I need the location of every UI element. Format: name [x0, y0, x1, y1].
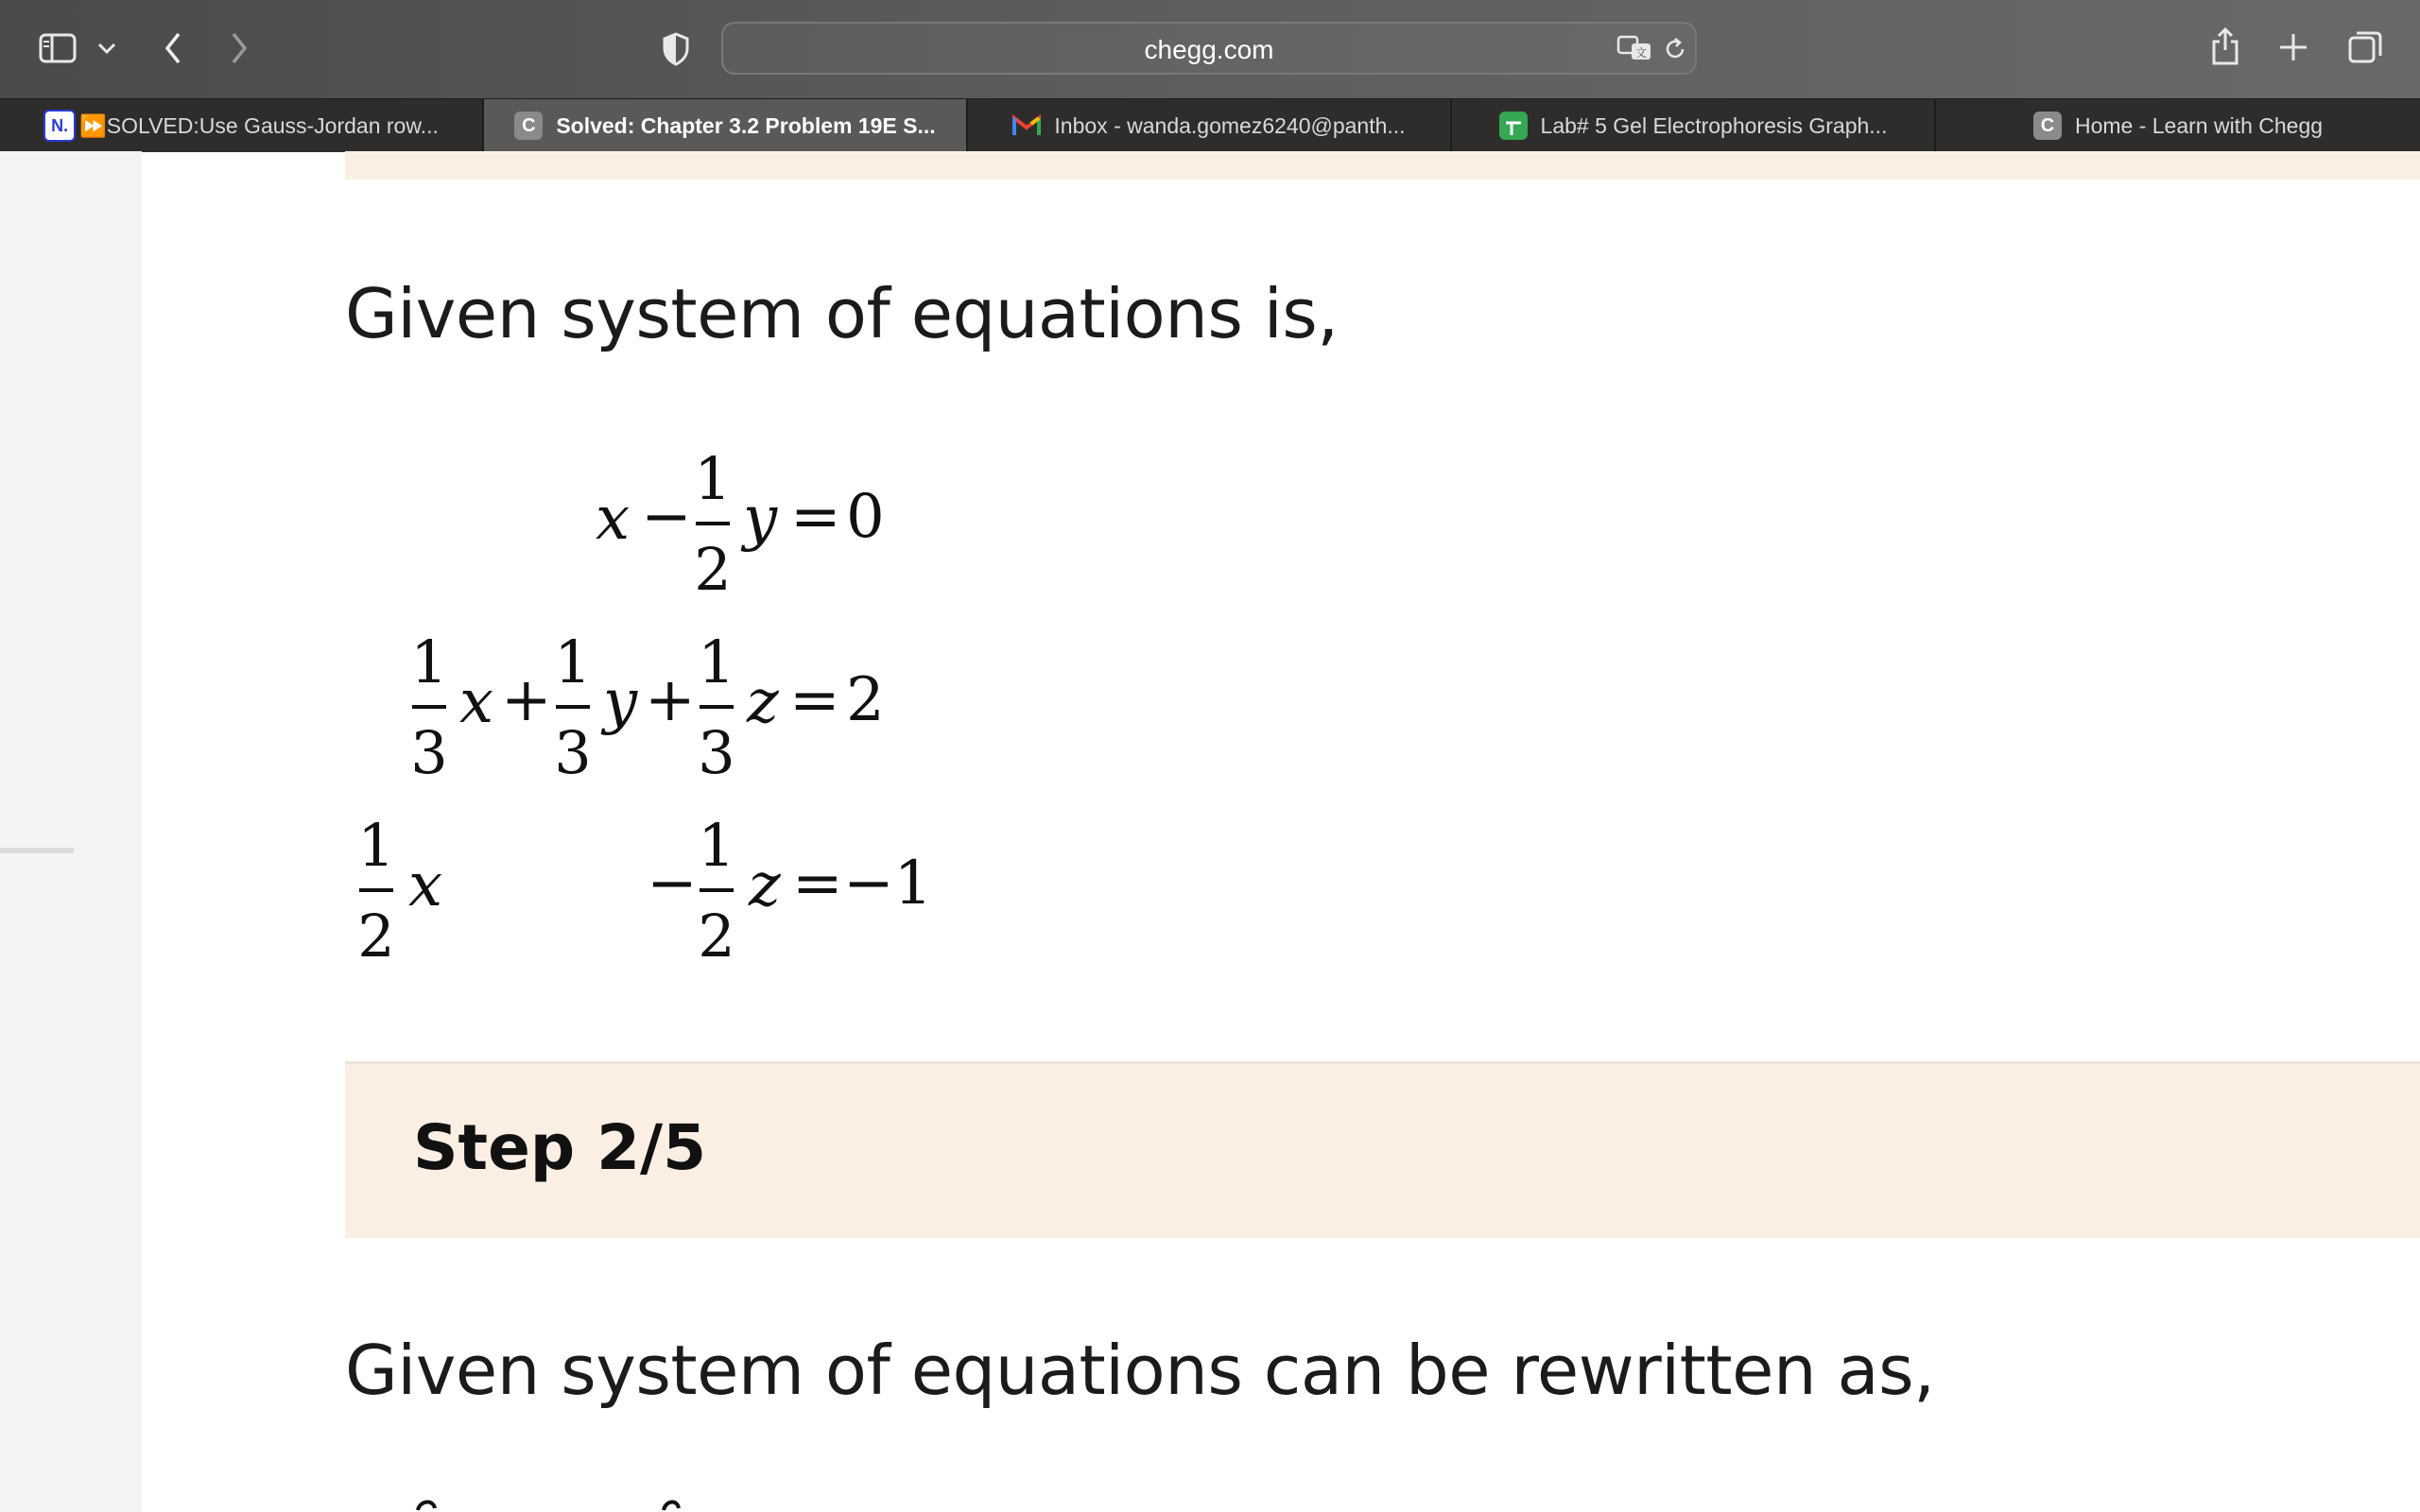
eq2-den-2: 3 — [554, 718, 592, 787]
eq1-equals: = — [790, 482, 841, 552]
browser-toolbar — [0, 0, 2420, 98]
eq3-minus: − — [647, 849, 698, 919]
fraction-bar — [700, 705, 734, 709]
eq3-den-2: 2 — [698, 902, 735, 971]
forward-icon[interactable] — [223, 28, 255, 68]
reload-icon[interactable] — [1661, 35, 1689, 63]
equation-1 — [596, 444, 898, 605]
address-bar[interactable] — [721, 22, 1697, 75]
tab-label: ⏩SOLVED:Use Gauss-Jordan row... — [79, 112, 439, 138]
eq3-rhs: −1 — [843, 849, 933, 919]
eq3-z: z — [749, 850, 781, 920]
fraction-bar — [556, 705, 590, 709]
eq2-y: y — [603, 667, 638, 737]
left-sidebar-gutter — [0, 151, 142, 1512]
numerade-icon: N. — [43, 110, 76, 142]
eq2-x: x — [459, 667, 494, 737]
eq2-num-1: 1 — [410, 627, 448, 696]
gutter-divider — [0, 848, 74, 853]
tab-numerade[interactable] — [0, 99, 484, 152]
eq2-plus-2: + — [645, 665, 696, 735]
cutoff-equation-fragment — [406, 1495, 690, 1512]
tab-overview-icon[interactable] — [2346, 28, 2384, 66]
step-title: Step 2/5 — [413, 1111, 707, 1184]
chegg-c-icon: C — [514, 112, 543, 140]
eq3-equals: = — [792, 849, 843, 919]
fraction-bar — [700, 888, 734, 892]
equation-3 — [352, 811, 938, 971]
eq2-equals: = — [789, 665, 840, 735]
eq3-num-2: 1 — [698, 811, 735, 880]
share-icon[interactable] — [2208, 25, 2242, 68]
intro-text: Given system of equations is, — [345, 274, 1339, 353]
previous-step-band — [345, 151, 2420, 180]
eq2-den-1: 3 — [410, 718, 448, 787]
fraction-bar — [696, 522, 730, 525]
eq2-rhs: 2 — [846, 665, 885, 735]
step-text: Given system of equations can be rewritten as, — [345, 1331, 1935, 1410]
tab-lab-sheet[interactable] — [1452, 99, 1936, 152]
tab-gmail-inbox[interactable] — [968, 99, 1452, 152]
tab-chegg-home[interactable] — [1936, 99, 2420, 152]
chegg-c-icon: C — [2033, 112, 2062, 140]
tab-label: Solved: Chapter 3.2 Problem 19E S... — [556, 112, 936, 138]
gmail-icon — [1012, 112, 1041, 140]
new-tab-icon[interactable] — [2276, 30, 2310, 64]
eq1-num: 1 — [694, 444, 732, 513]
url-text: chegg.com — [1144, 35, 1274, 64]
eq2-num-3: 1 — [698, 627, 735, 696]
eq1-minus: − — [641, 482, 692, 552]
eq2-plus-1: + — [501, 665, 552, 735]
chevron-down-icon[interactable] — [95, 36, 119, 60]
svg-text:文: 文 — [1635, 46, 1648, 60]
eq3-den-1: 2 — [357, 902, 395, 971]
tab-label: Lab# 5 Gel Electrophoresis Graph... — [1540, 112, 1888, 138]
translate-icon[interactable] — [1616, 33, 1653, 63]
eq2-z: z — [747, 667, 779, 737]
fraction-bar — [412, 705, 446, 709]
tab-label: Inbox - wanda.gomez6240@panth... — [1054, 112, 1406, 138]
eq1-y: y — [743, 484, 778, 554]
step-header[interactable] — [345, 1061, 2420, 1238]
eq3-num-1: 1 — [357, 811, 395, 880]
tab-label: Home - Learn with Chegg — [2074, 112, 2324, 138]
eq1-den: 2 — [694, 535, 732, 604]
eq3-x: x — [408, 850, 443, 920]
fraction-bar — [359, 888, 393, 892]
back-icon[interactable] — [157, 28, 189, 68]
privacy-shield-icon[interactable] — [660, 30, 692, 68]
eq2-num-2: 1 — [554, 627, 592, 696]
google-sheets-icon — [1499, 112, 1528, 140]
eq1-rhs: 0 — [846, 482, 885, 552]
eq2-den-3: 3 — [698, 718, 735, 787]
tab-bar — [0, 98, 2420, 152]
sidebar-toggle-icon[interactable] — [38, 32, 78, 64]
eq1-x: x — [596, 484, 631, 554]
tab-chegg-solution[interactable] — [484, 99, 968, 152]
equation-2 — [406, 627, 917, 788]
